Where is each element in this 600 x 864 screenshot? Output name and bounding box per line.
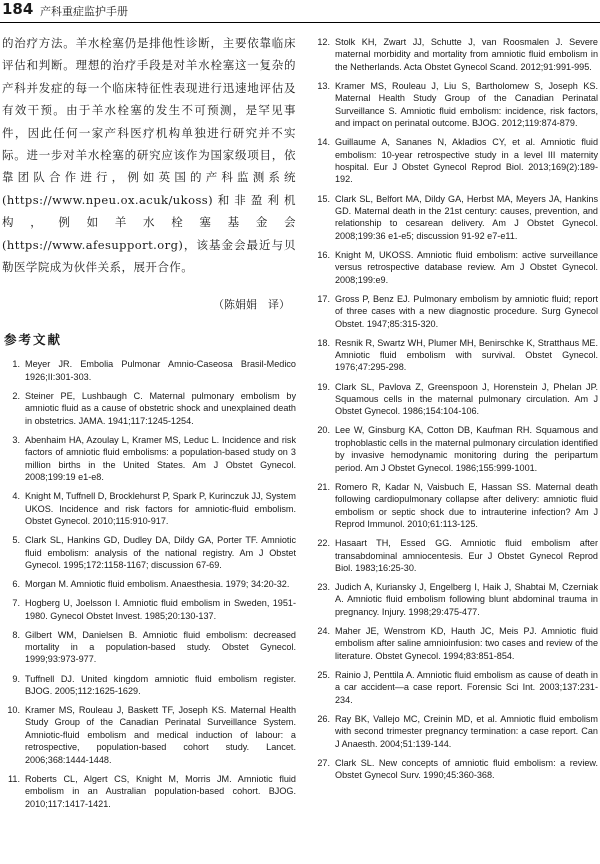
reference-list-left [2,358,296,809]
reference-text: Steiner PE, Lushbaugh C. Maternal pulmonary embolism by amniotic fluid as a cause of obstetric shock and unexplained death in obstetrics. JAMA. 1941;117:1245-1254. [25,390,296,426]
reference-item [308,249,598,286]
running-title: 产科重症监护手册 [40,5,128,18]
reference-number: 4. [12,491,20,502]
reference-number: 17. [317,293,330,304]
references-heading: 参考文献 [4,332,63,348]
reference-text: Ray BK, Vallejo MC, Creinin MD, et al. Amniotic fluid embolism with second trimester pregnancy termination: a case report. Can J Anaesth. 2004;51:139-144. [335,713,598,749]
reference-text: Rainio J, Penttila A. Amniotic fluid embolism as cause of death in a car accident—a case report. Forensic Sci Int. 2003;137:231-234. [335,669,598,705]
reference-number: 22. [317,538,330,549]
reference-item [2,673,296,698]
reference-item [2,490,296,527]
reference-text: Hasaart TH, Essed GG. Amniotic fluid embolism after transabdominal amniocentesis. Eur J Obstet Gynecol Reprod Biol. 1983;16:25-30. [335,538,598,573]
page-number: 184 [2,0,34,18]
reference-number: 7. [12,598,20,609]
reference-number: 8. [12,629,20,640]
reference-text: Romero R, Kadar N, Vaisbuch E, Hassan SS. Maternal death following cardiopulmonary collapse after delivery: amniotic fluid embolism or septic shock due to intrauterine infection? Am J Reprod Immunol. 2010;61:113-125. [335,481,598,529]
reference-number: 13. [317,80,330,91]
reference-number: 14. [317,137,330,148]
reference-number: 25. [317,669,330,680]
reference-number: 20. [317,425,330,436]
reference-item [308,424,598,474]
reference-text: Knight M, UKOSS. Amniotic fluid embolism: active surveillance versus retrospective database review. Am J Obstet Gynecol. 2008;199:e9. [335,249,598,285]
reference-text: Resnik R, Swartz WH, Plumer MH, Benirschke K, Stratthaus ME. Amniotic fluid embolism with survival. Obstet Gynecol. 1976;47:295-298. [335,337,598,373]
reference-number: 19. [317,381,330,392]
reference-item [2,597,296,622]
reference-item [2,534,296,571]
reference-text: Clark SL, Hankins GD, Dudley DA, Dildy GA, Porter TF. Amniotic fluid embolism: analysis of the national registry. Am J Obstet Gynecol. 1995;172:1158-1167; discussion 67-69. [25,535,296,570]
reference-number: 24. [317,625,330,636]
reference-number: 27. [317,757,330,768]
reference-item [2,434,296,484]
reference-item [308,193,598,243]
reference-item [2,578,296,590]
reference-text: Judich A, Kuriansky J, Engelberg I, Haik J, Shabtai M, Czerniak A. Amniotic fluid embolism following blunt abdominal trauma in pregnancy. Injury. 1998;29:475-477. [335,582,598,617]
reference-item [308,136,598,186]
reference-item [2,390,296,427]
reference-item [2,773,296,810]
page-header [0,0,600,23]
reference-text: Clark SL. New concepts of amniotic fluid embolism: a review. Obstet Gynecol Surv. 1990;45:360-368. [335,757,598,781]
reference-item [308,537,598,574]
reference-item [2,358,296,383]
reference-item [308,713,598,750]
reference-item [308,669,598,706]
reference-text: Maher JE, Wenstrom KD, Hauth JC, Meis PJ. Amniotic fluid embolism after saline amnioinfusion: two cases and review of the literature. Obstet Gynecol. 1994;83:851-854. [335,625,598,661]
reference-text: Lee W, Ginsburg KA, Cotton DB, Kaufman RH. Squamous and trophoblastic cells in the maternal pulmonary circulation identified by invasive hemodynamic monitoring during the peripartum period. Am J Obstet Gynecol. 1986;155:999-1001. [335,425,598,473]
reference-text: Hogberg U, Joelsson I. Amniotic fluid embolism in Sweden, 1951-1980. Gynecol Obstet Invest. 1985;20:130-137. [25,598,296,621]
reference-number: 10. [7,705,20,715]
reference-item [308,481,598,531]
reference-number: 23. [317,582,330,592]
reference-item [2,629,296,666]
reference-text: Clark SL, Belfort MA, Dildy GA, Herbst MA, Meyers JA, Hankins GD. Maternal death in the 21st century: causes, prevention, and relationship to cesarean delivery. Am J Obstet Gynecol. 2008;199:36 e1-e5; discussion 91-92 e7-e11. [335,193,598,241]
reference-number: 15. [317,193,330,204]
reference-number: 2. [12,390,20,401]
reference-item [2,704,296,766]
reference-text: Tuffnell DJ. United kingdom amniotic fluid embolism register. BJOG. 2005;112:1625-1629. [25,673,296,696]
reference-number: 18. [317,337,330,348]
reference-item [308,581,598,618]
reference-text: Knight M, Tuffnell D, Brocklehurst P, Spark P, Kurinczuk JJ, System UKOS. Incidence and risk factors for amniotic-fluid embolism. Obstet Gynecol. 2010;115:910-917. [25,491,296,526]
reference-text: Gross P, Benz EJ. Pulmonary embolism by amniotic fluid; report of three cases with a new diagnostic procedure. Surg Gynecol Obstet. 1947;85:315-320. [335,293,598,329]
body-paragraph: 的治疗方法。羊水栓塞仍是排他性诊断，主要依靠临床评估和判断。理想的治疗手段是对羊水栓塞这一复杂的产科并发症的每一个临床特征性表现进行迅速地评估及有效干预。由于羊水栓塞的发生不可预测，是罕见事件，因此任何一家产科医疗机构单独进行研究并不实际。进一步对羊水栓塞的研究应该作为国家级项目，依靠团队合作进行，例如英国的产科监测系统(https://www.npeu.ox.acuk/ukoss)和非盈利机构，例如羊水栓塞基金会(https://www.afesupport.org)，该基金会最近与贝勒医学院成为伙伴关系，展开合作。 [2,36,296,275]
reference-number: 11. [8,773,20,784]
reference-number: 26. [317,713,330,724]
reference-number: 3. [12,434,20,445]
reference-text: Kramer MS, Rouleau J, Baskett TF, Joseph KS. Maternal Health Study Group of the Canadian Perinatal Surveillance System. Amniotic-fluid embolism and medical induction of labour: a retrospective, population-based cohort study. Lancet. 2006;368:1444-1448. [25,705,296,765]
reference-list-right [308,36,598,781]
reference-item [308,36,598,73]
reference-number: 12. [317,37,330,47]
reference-text: Kramer MS, Rouleau J, Liu S, Bartholomew S, Joseph KS. Maternal Health Study Group of the Canadian Perinatal Surveillance S. Amniotic fluid embolism: incidence, risk factors, and impact on perinatal outcome. BJOG. 2012;119:874-879. [335,80,598,129]
reference-text: Meyer JR. Embolia Pulmonar Amnio-Caseosa Brasil-Medico 1926;II:301-303. [25,359,296,382]
reference-item [308,381,598,418]
reference-item [308,80,598,130]
right-column [308,36,598,788]
reference-text: Roberts CL, Algert CS, Knight M, Morris JM. Amniotic fluid embolism in an Australian population-based cohort. BJOG. 2010;117:1417-1421. [25,773,296,809]
reference-number: 5. [12,535,20,546]
reference-number: 1. [12,359,20,370]
reference-number: 9. [12,673,20,684]
reference-text: Guillaume A, Sananes N, Akladios CY, et al. Amniotic fluid embolism: 10-year retrospective study in a level III maternity hospital. Eur J Obstet Gynecol Reprod Biol. 2013;169(2):189-192. [335,137,598,185]
reference-text: Stolk KH, Zwart JJ, Schutte J, van Roosmalen J. Severe maternal morbidity and mortality from amniotic fluid embolism in the Netherlands. Acta Obstet Gynecol Scand. 2012;91:991-995. [335,37,598,72]
reference-item [308,757,598,782]
translator-credit: （陈娟娟 译） [213,298,290,312]
reference-number: 16. [317,249,330,260]
reference-text: Abenhaim HA, Azoulay L, Kramer MS, Leduc L. Incidence and risk factors of amniotic fluid embolisms: a population-based study on 3 million births in the United States. Am J Obstet Gynecol. 2008;199:19 e1-e8. [25,434,296,483]
reference-text: Morgan M. Amniotic fluid embolism. Anaesthesia. 1979; 34:20-32. [25,579,290,589]
reference-number: 21. [317,481,330,492]
reference-text: Clark SL, Pavlova Z, Greenspoon J, Horenstein J, Phelan JP. Squamous cells in the maternal pulmonary circulation. Am J Obstet Gynecol. 1986;154:104-106. [335,381,598,417]
reference-item [308,293,598,330]
reference-number: 6. [12,579,20,589]
reference-item [308,337,598,374]
reference-item [308,625,598,662]
reference-text: Gilbert WM, Danielsen B. Amniotic fluid embolism: decreased mortality in a population-based study. Obstet Gynecol. 1999;93:973-977. [25,629,296,665]
left-column [2,32,296,817]
